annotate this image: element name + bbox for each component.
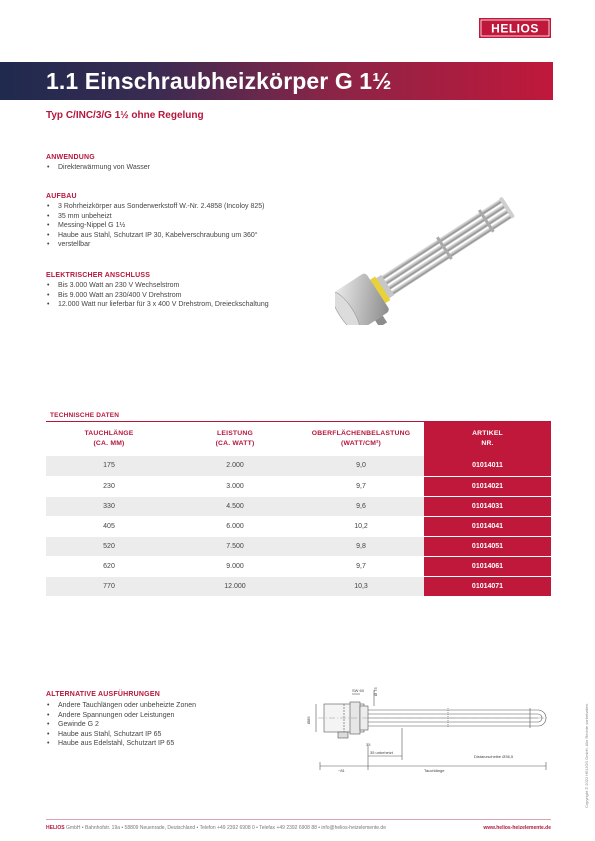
list-item: • Andere Spannungen oder Leistungen xyxy=(46,711,196,721)
cell-leistung: 6.000 xyxy=(172,516,298,536)
table-row xyxy=(46,536,551,556)
list-item: • Haube aus Edelstahl, Schutzart IP 65 xyxy=(46,739,196,749)
cell-artikel: 01014051 xyxy=(424,536,551,556)
list-item: • 12.000 Watt nur lieferbar für 3 x 400 V Drehstrom, Dreieckschaltung xyxy=(46,300,269,310)
cell-belastung: 10,3 xyxy=(298,576,424,596)
table-row xyxy=(46,556,551,576)
table-header-row xyxy=(46,422,551,456)
table-row xyxy=(46,516,551,536)
cell-belastung: 9,8 xyxy=(298,536,424,556)
cell-artikel: 01014011 xyxy=(424,456,551,476)
header-artikel: ARTIKEL NR. xyxy=(424,422,551,456)
cell-belastung: 9,6 xyxy=(298,496,424,516)
cell-tauchlaenge: 520 xyxy=(46,536,172,556)
copyright-note: Copyright © 2022 HELIOS GmbH. Alle Rechte vorbehalten. xyxy=(584,702,589,808)
label-unbeheizt: 35 unbeheizt xyxy=(370,750,393,755)
cell-artikel: 01014061 xyxy=(424,556,551,576)
list-item: • Gewinde G 2 xyxy=(46,720,196,730)
section-heading-aufbau: AUFBAU xyxy=(46,193,77,200)
cell-leistung: 9.000 xyxy=(172,556,298,576)
list-alternativ xyxy=(46,701,196,749)
list-item: • Haube aus Stahl, Schutzart IP 30, Kabelverschraubung um 360° xyxy=(46,231,264,241)
cell-leistung: 3.000 xyxy=(172,476,298,496)
header-oberflaechenbelastung: OBERFLÄCHENBELASTUNG (WATT/CM²) xyxy=(311,430,411,447)
cell-tauchlaenge: 330 xyxy=(46,496,172,516)
list-item: • Haube aus Stahl, Schutzart IP 65 xyxy=(46,730,196,740)
technical-data-table xyxy=(46,422,551,596)
list-item: • Andere Tauchlängen oder unbeheizte Zonen xyxy=(46,701,196,711)
label-depth: ~81 xyxy=(338,768,345,773)
label-tauchlaenge: Tauchlänge xyxy=(424,768,445,773)
label-top: Ø 75 xyxy=(373,687,378,696)
cell-artikel: 01014021 xyxy=(424,476,551,496)
list-aufbau xyxy=(46,202,264,250)
cell-tauchlaenge: 405 xyxy=(46,516,172,536)
label-distanzscheibe: Distanzscheibe Ø36,5 xyxy=(474,754,514,759)
table-row xyxy=(46,576,551,596)
cell-belastung: 9,0 xyxy=(298,456,424,476)
header-leistung: LEISTUNG (CA. WATT) xyxy=(215,430,255,447)
list-item-continued: • verstellbar xyxy=(46,240,264,250)
cell-artikel: 01014071 xyxy=(424,576,551,596)
list-item: • Bis 9.000 Watt an 230/400 V Drehstrom xyxy=(46,291,269,301)
section-heading-alternativ: ALTERNATIVE AUSFÜHRUNGEN xyxy=(46,691,160,698)
section-heading-anschluss: ELEKTRISCHER ANSCHLUSS xyxy=(46,272,151,279)
technical-drawing xyxy=(298,684,554,778)
section-heading-anwendung: ANWENDUNG xyxy=(46,154,95,161)
cell-leistung: 2.000 xyxy=(172,456,298,476)
cell-tauchlaenge: 230 xyxy=(46,476,172,496)
cell-tauchlaenge: 175 xyxy=(46,456,172,476)
cell-belastung: 9,7 xyxy=(298,556,424,576)
footer-address xyxy=(46,825,386,831)
list-item: • Bis 3.000 Watt an 230 V Wechselstrom xyxy=(46,281,269,291)
cell-artikel: 01014041 xyxy=(424,516,551,536)
cell-artikel: 01014031 xyxy=(424,496,551,516)
table-title: TECHNISCHE DATEN xyxy=(50,412,120,419)
table-row xyxy=(46,496,551,516)
list-item: • Direkterwärmung von Wasser xyxy=(46,163,150,173)
footer-address-text: GmbH • Bahnhofstr. 19a • 58809 Neuenrade, Deutschland • Telefon +49 2392 6908 0 • Telefax +49 2392 6908 88 • info@helios-heizelemente.de xyxy=(64,825,386,831)
list-item: • 35 mm unbeheizt xyxy=(46,212,264,222)
label-sw: SW 60 xyxy=(352,688,365,693)
label-unbeheizt-dim: 35 xyxy=(366,742,371,747)
footer-rule xyxy=(46,819,551,820)
logo-text: HELIOS xyxy=(491,21,539,36)
table-row xyxy=(46,476,551,496)
list-anschluss xyxy=(46,281,269,310)
table-row xyxy=(46,456,551,476)
cell-tauchlaenge: 770 xyxy=(46,576,172,596)
title-banner xyxy=(0,62,553,100)
label-left: Ø85 xyxy=(306,716,311,724)
footer-website-link[interactable]: www.helios-heizelemente.de xyxy=(483,825,551,831)
footer-company: HELIOS xyxy=(46,825,65,831)
page-subtitle: Typ C/INC/3/G 1½ ohne Regelung xyxy=(46,110,204,121)
page-title: 1.1 Einschraubheizkörper G 1½ xyxy=(46,68,392,94)
cell-leistung: 4.500 xyxy=(172,496,298,516)
helios-logo xyxy=(479,18,551,38)
cell-belastung: 10,2 xyxy=(298,516,424,536)
product-image xyxy=(335,150,535,325)
cell-leistung: 7.500 xyxy=(172,536,298,556)
list-anwendung xyxy=(46,163,150,173)
header-tauchlaenge: TAUCHLÄNGE (CA. MM) xyxy=(84,430,134,447)
list-item: • Messing-Nippel G 1½ xyxy=(46,221,264,231)
cell-tauchlaenge: 620 xyxy=(46,556,172,576)
cell-leistung: 12.000 xyxy=(172,576,298,596)
list-item: • 3 Rohrheizkörper aus Sonderwerkstoff W.-Nr. 2.4858 (Incoloy 825) xyxy=(46,202,264,212)
cell-belastung: 9,7 xyxy=(298,476,424,496)
